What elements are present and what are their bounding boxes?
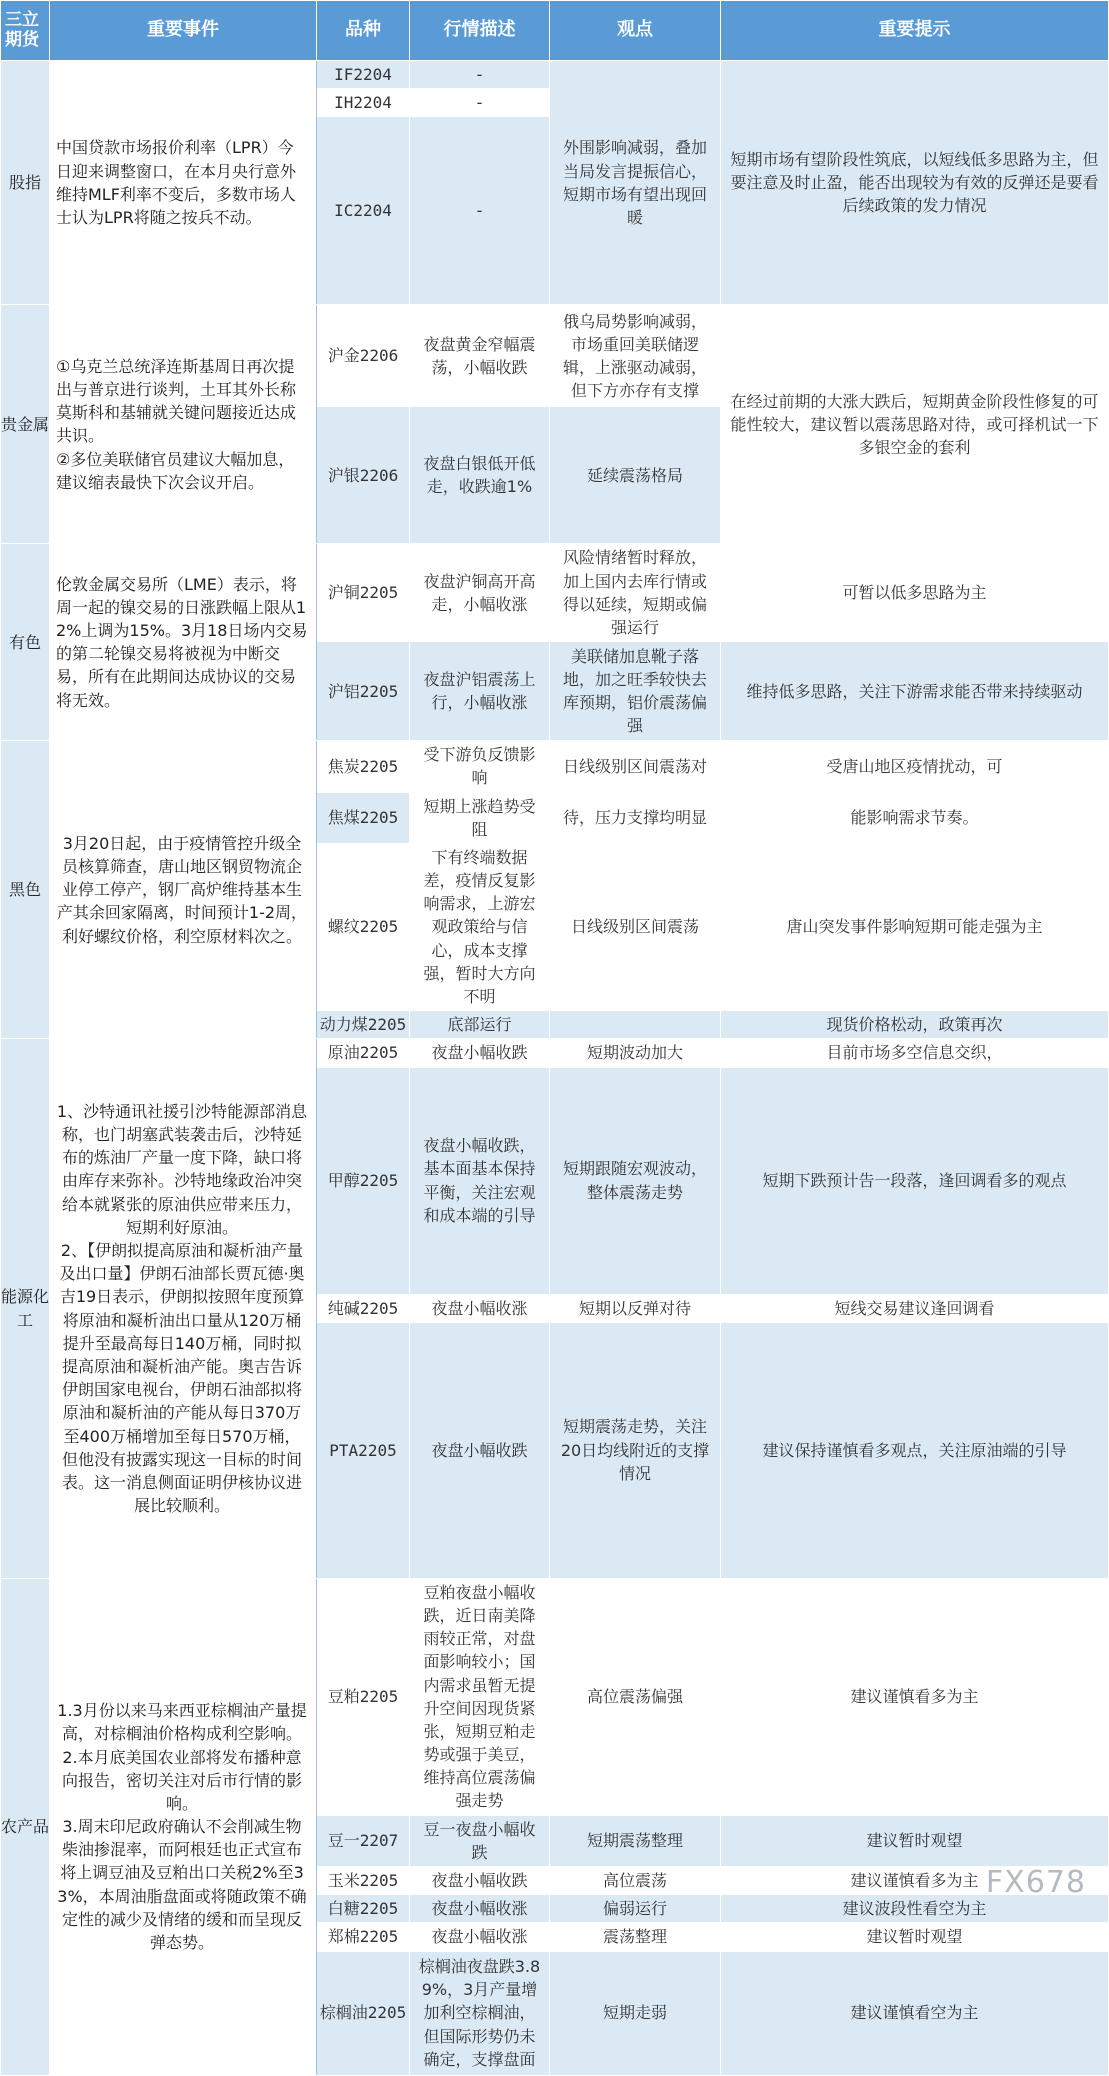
tip-al2205: 维持低多思路，关注下游需求能否带来持续驱动 [721, 642, 1109, 741]
table-row [1, 305, 1109, 407]
product-cu2205: 沪铜2205 [317, 544, 410, 642]
product-cf2205: 郑棉2205 [317, 1923, 410, 1951]
tip-cf2205: 建议暂时观望 [721, 1923, 1109, 1951]
section-label-agri: 农产品 [1, 1578, 50, 2075]
view-a2207: 短期震荡整理 [550, 1815, 721, 1866]
tip-m2205: 建议谨慎看多为主 [721, 1578, 1109, 1815]
tip-sr2205: 建议波段性看空为主 [721, 1895, 1109, 1923]
view-ma2205: 短期跟随宏观波动，整体震荡走势 [550, 1067, 721, 1294]
event-equity: 中国贷款市场报价利率（LPR）今日迎来调整窗口，在本月央行意外维持MLF利率不变后，多数市场人士认为LPR将随之按兵不动。 [50, 61, 317, 305]
view-zc2205 [550, 1011, 721, 1039]
tip-sc2205: 目前市场多空信息交织， [721, 1039, 1109, 1067]
market-zc2205: 底部运行 [410, 1011, 550, 1039]
market-sc2205: 夜盘小幅收跌 [410, 1039, 550, 1067]
section-label-nonferrous: 有色 [1, 544, 50, 741]
market-rb2205: 下有终端数据差，疫情反复影响需求，上游宏观政策给与信心，成本支撑强，暂时大方向不明 [410, 843, 550, 1010]
market-header: 行情描述 [410, 1, 550, 61]
view-c2205: 高位震荡 [550, 1867, 721, 1895]
event-black: 3月20日起，由于疫情管控升级全员核算筛查，唐山地区钢贸物流企业停工停产，钢厂高炉维持基本生产其余回家隔离，时间预计1-2周，利好螺纹价格，利空原材料次之。 [50, 741, 317, 1039]
table-row [1, 544, 1109, 642]
view-sc2205: 短期波动加大 [550, 1039, 721, 1067]
product-j2205: 焦炭2205 [317, 741, 410, 792]
market-au2206: 夜盘黄金窄幅震荡，小幅收跌 [410, 305, 550, 407]
product-ic2204: IC2204 [317, 117, 410, 305]
tip-c2205: 建议谨慎看多为主 [721, 1867, 1109, 1895]
product-header: 品种 [317, 1, 410, 61]
watermark: FX678 [985, 1865, 1086, 1900]
event-energy: 1、沙特通讯社援引沙特能源部消息称，也门胡塞武装袭击后，沙特延布的炼油厂产量一度下降，缺口将由库存来弥补。沙特地缘政治冲突给本就紧张的原油供应带来压力，短期利好原油。 2、【伊朗拟提高原油和凝析油产量及出口量】伊朗石油部长贾瓦德·奥吉19日表示，伊朗拟按照年度预算将原油和凝析油出口量从120万桶提升至最高每日140万桶，同时拟提高原油和凝析油产能。奥吉告诉伊朗国家电视台，伊朗石油部拟将原油和凝析油的产能从每日370万至400万桶增加至每日570万桶，但他没有披露实现这一目标的时间表。这一消息侧面证明伊核协议进展比较顺利。 [50, 1039, 317, 1578]
section-label-energy: 能源化工 [1, 1039, 50, 1578]
tip-precious: 在经过前期的大涨大跌后，短期黄金阶段性修复的可能性较大，建议暂以震荡思路对待，或可择机试一下多银空金的套利 [721, 305, 1109, 544]
product-ta2205: PTA2205 [317, 1322, 410, 1578]
brand-header: 三立期货 [1, 1, 50, 61]
tip-sa2205: 短线交易建议逢回调看 [721, 1294, 1109, 1322]
product-if2204: IF2204 [317, 61, 410, 89]
view-ag2206: 延续震荡格局 [550, 407, 721, 544]
product-c2205: 玉米2205 [317, 1867, 410, 1895]
view-p2205: 短期走弱 [550, 1951, 721, 2075]
product-al2205: 沪铝2205 [317, 642, 410, 741]
product-zc2205: 动力煤2205 [317, 1011, 410, 1039]
tip-ta2205: 建议保持谨慎看多观点，关注原油端的引导 [721, 1322, 1109, 1578]
market-if2204: - [410, 61, 550, 89]
market-ih2204: - [410, 89, 550, 117]
view-al2205: 美联储加息靴子落地，加之旺季较快去库预期，铝价震荡偏强 [550, 642, 721, 741]
product-a2207: 豆一2207 [317, 1815, 410, 1866]
product-ma2205: 甲醇2205 [317, 1067, 410, 1294]
event-nonferrous: 伦敦金属交易所（LME）表示，将周一起的镍交易的日涨跌幅上限从12%上调为15%。3月18日场内交易的第二轮镍交易将被视为中断交易，所有在此期间达成协议的交易将无效。 [50, 544, 317, 741]
product-au2206: 沪金2206 [317, 305, 410, 407]
table-row [1, 61, 1109, 89]
market-al2205: 夜盘沪铝震荡上行，小幅收涨 [410, 642, 550, 741]
market-c2205: 夜盘小幅收跌 [410, 1867, 550, 1895]
view-header: 观点 [550, 1, 721, 61]
view-au2206: 俄乌局势影响减弱，市场重回美联储逻辑，上涨驱动减弱，但下方亦存有支撑 [550, 305, 721, 407]
market-ag2206: 夜盘白银低开低走，收跌逾1% [410, 407, 550, 544]
tip-j2205: 受唐山地区疫情扰动，可 [721, 741, 1109, 792]
tip-rb2205: 唐山突发事件影响短期可能走强为主 [721, 843, 1109, 1010]
market-a2207: 豆一夜盘小幅收跌 [410, 1815, 550, 1866]
view-cf2205: 震荡整理 [550, 1923, 721, 1951]
section-label-precious: 贵金属 [1, 305, 50, 544]
view-sr2205: 偏弱运行 [550, 1895, 721, 1923]
view-equity: 外围影响减弱，叠加当局发言提振信心，短期市场有望出现回暖 [550, 61, 721, 305]
market-sr2205: 夜盘小幅收涨 [410, 1895, 550, 1923]
market-ic2204: - [410, 117, 550, 305]
table-row [1, 1039, 1109, 1067]
view-rb2205: 日线级别区间震荡 [550, 843, 721, 1010]
view-jm2205: 待，压力支撑均明显 [550, 792, 721, 843]
event-agri: 1.3月份以来马来西亚棕榈油产量提高，对棕榈油价格构成利空影响。 2.本月底美国农业部将发布播种意向报告，密切关注对后市行情的影响。 3.周末印尼政府确认不会削减生物柴油掺混率，而阿根廷也正式宣布将上调豆油及豆粕出口关税2%至33%，本周油脂盘面或将随政策不确定性的减少及情绪的缓和而呈现反弹态势。 [50, 1578, 317, 2075]
market-cf2205: 夜盘小幅收涨 [410, 1923, 550, 1951]
market-m2205: 豆粕夜盘小幅收跌，近日南美降雨较正常，对盘面影响较小；国内需求虽暂无提升空间因现货紧张，短期豆粕走势或强于美豆，维持高位震荡偏强走势 [410, 1578, 550, 1815]
product-rb2205: 螺纹2205 [317, 843, 410, 1010]
tip-equity: 短期市场有望阶段性筑底，以短线低多思路为主，但要注意及时止盈，能否出现较为有效的反弹还是要看后续政策的发力情况 [721, 61, 1109, 305]
tip-ma2205: 短期下跌预计告一段落，逢回调看多的观点 [721, 1067, 1109, 1294]
product-jm2205: 焦煤2205 [317, 792, 410, 843]
tip-jm2205: 能影响需求节奏。 [721, 792, 1109, 843]
market-cu2205: 夜盘沪铜高开高走，小幅收涨 [410, 544, 550, 642]
market-j2205: 受下游负反馈影响 [410, 741, 550, 792]
product-m2205: 豆粕2205 [317, 1578, 410, 1815]
market-p2205: 棕榈油夜盘跌3.89%，3月产量增加利空棕榈油，但国际形势仍未确定，支撑盘面 [410, 1951, 550, 2075]
market-ma2205: 夜盘小幅收跌，基本面基本保持平衡，关注宏观和成本端的引导 [410, 1067, 550, 1294]
view-j2205: 日线级别区间震荡对 [550, 741, 721, 792]
product-sr2205: 白糖2205 [317, 1895, 410, 1923]
tip-header: 重要提示 [721, 1, 1109, 61]
table-row [1, 1578, 1109, 1815]
product-p2205: 棕榈油2205 [317, 1951, 410, 2075]
product-ag2206: 沪银2206 [317, 407, 410, 544]
event-precious: ①乌克兰总统泽连斯基周日再次提出与普京进行谈判，土耳其外长称莫斯科和基辅就关键问题接近达成共识。 ②多位美联储官员建议大幅加息，建议缩表最快下次会议开启。 [50, 305, 317, 544]
market-sa2205: 夜盘小幅收涨 [410, 1294, 550, 1322]
product-sa2205: 纯碱2205 [317, 1294, 410, 1322]
product-ih2204: IH2204 [317, 89, 410, 117]
table-row [1, 741, 1109, 792]
tip-p2205: 建议谨慎看空为主 [721, 1951, 1109, 2075]
product-sc2205: 原油2205 [317, 1039, 410, 1067]
tip-a2207: 建议暂时观望 [721, 1815, 1109, 1866]
view-sa2205: 短期以反弹对待 [550, 1294, 721, 1322]
section-label-equity: 股指 [1, 61, 50, 305]
view-cu2205: 风险情绪暂时释放，加上国内去库行情或得以延续，短期或偏强运行 [550, 544, 721, 642]
event-header: 重要事件 [50, 1, 317, 61]
view-ta2205: 短期震荡走势，关注20日均线附近的支撑情况 [550, 1322, 721, 1578]
market-ta2205: 夜盘小幅收跌 [410, 1322, 550, 1578]
tip-zc2205: 现货价格松动，政策再次 [721, 1011, 1109, 1039]
section-label-black: 黑色 [1, 741, 50, 1039]
tip-cu2205: 可暂以低多思路为主 [721, 544, 1109, 642]
header-row [1, 1, 1109, 61]
market-jm2205: 短期上涨趋势受阻 [410, 792, 550, 843]
view-m2205: 高位震荡偏强 [550, 1578, 721, 1815]
